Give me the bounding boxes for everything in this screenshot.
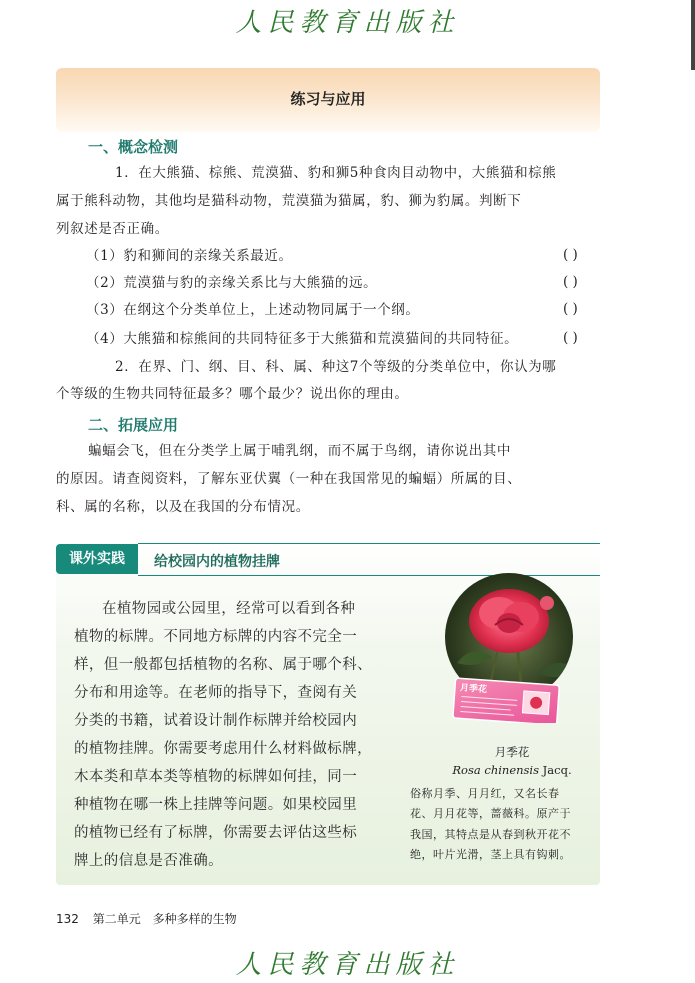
caption-desc-line: 我国，其特点是从春到秋开花不	[410, 828, 571, 841]
exercise-title: 练习与应用	[290, 90, 366, 108]
practice-tag: 课外实践	[56, 544, 138, 574]
section-title-concept-check: 一、概念检测	[88, 138, 179, 156]
judge-item: （2）荒漠猫与豹的亲缘关系比与大熊猫的远。	[86, 275, 378, 291]
q2-line: 2．在界、门、纲、目、科、属、种这7个等级的分类单位中，你认为哪	[115, 359, 557, 375]
unit-label: 第二单元	[92, 912, 141, 926]
page-edge-mark	[691, 0, 695, 70]
unit-title: 多种多样的生物	[152, 912, 237, 926]
publisher-watermark-top: 人民教育出版社	[235, 8, 460, 38]
rose-illustration	[437, 573, 587, 723]
section-title-extension: 二、拓展应用	[88, 416, 179, 434]
plant-sign-label: 月季花	[459, 683, 488, 696]
extension-line: 的原因。请查阅资料，了解东亚伏翼（一种在我国常见的蝙蝠）所属的目、	[56, 471, 522, 487]
practice-title: 给校园内的植物挂牌	[154, 554, 280, 570]
practice-body-line: 分类的书籍，试着设计制作标牌并给校园内	[74, 713, 358, 729]
judge-item: （4）大熊猫和棕熊间的共同特征多于大熊猫和荒漠猫间的共同特征。	[86, 331, 519, 347]
practice-body-line: 分布和用途等。在老师的指导下，查阅有关	[74, 685, 358, 701]
answer-parens: ( )	[563, 301, 578, 317]
exercise-header-box	[56, 68, 600, 132]
practice-body-line: 的植物挂牌。你需要考虑用什么材料做标牌，	[74, 741, 372, 757]
caption-desc-line: 花、月月花等，蔷薇科。原产于	[410, 807, 571, 820]
practice-body-line: 牌上的信息是否准确。	[74, 853, 223, 869]
caption-author: Jacq.	[542, 763, 572, 777]
practice-rule-top	[138, 543, 600, 544]
publisher-watermark-bottom: 人民教育出版社	[235, 950, 460, 980]
caption-latin-binomial: Rosa chinensis	[452, 763, 540, 777]
practice-body-line: 样，但一般都包括植物的名称、属于哪个科、	[74, 657, 372, 673]
q1-line: 属于熊科动物，其他均是猫科动物，荒漠猫为猫属，豹、狮为豹属。判断下	[56, 193, 522, 209]
rose-photo	[437, 573, 587, 723]
judge-item: （3）在纲这个分类单位上，上述动物同属于一个纲。	[86, 302, 420, 318]
practice-body-line: 的植物已经有了标牌，你需要去评估这些标	[74, 825, 358, 841]
answer-parens: ( )	[563, 247, 578, 263]
extension-line: 科、属的名称，以及在我国的分布情况。	[56, 499, 310, 515]
q2-line: 个等级的生物共同特征最多？哪个最少？说出你的理由。	[56, 386, 409, 402]
extension-line: 蝙蝠会飞，但在分类学上属于哺乳纲，而不属于鸟纲，请你说出其中	[88, 443, 511, 459]
caption-scientific-name	[437, 763, 587, 777]
judge-item: （1）豹和狮间的亲缘关系最近。	[86, 248, 293, 264]
answer-parens: ( )	[563, 330, 578, 346]
q1-line: 1．在大熊猫、棕熊、荒漠猫、豹和狮5种食肉目动物中，大熊猫和棕熊	[115, 165, 557, 181]
practice-body-line: 植物的标牌。不同地方标牌的内容不完全一	[74, 629, 358, 645]
practice-body-line: 种植物在哪一株上挂牌等问题。如果校园里	[74, 797, 358, 813]
caption-desc-line: 俗称月季、月月红，又名长春	[410, 787, 560, 800]
caption-chinese-name: 月季花	[494, 745, 530, 759]
caption-desc-line: 绝，叶片光滑，茎上具有钩刺。	[410, 848, 571, 861]
practice-body-line: 在植物园或公园里，经常可以看到各种	[102, 601, 356, 617]
answer-parens: ( )	[563, 274, 578, 290]
page-footer	[56, 910, 237, 927]
q1-line: 列叙述是否正确。	[56, 221, 169, 237]
practice-body-line: 木本类和草本类等植物的标牌如何挂，同一	[74, 769, 358, 785]
page-number: 132	[56, 912, 79, 926]
